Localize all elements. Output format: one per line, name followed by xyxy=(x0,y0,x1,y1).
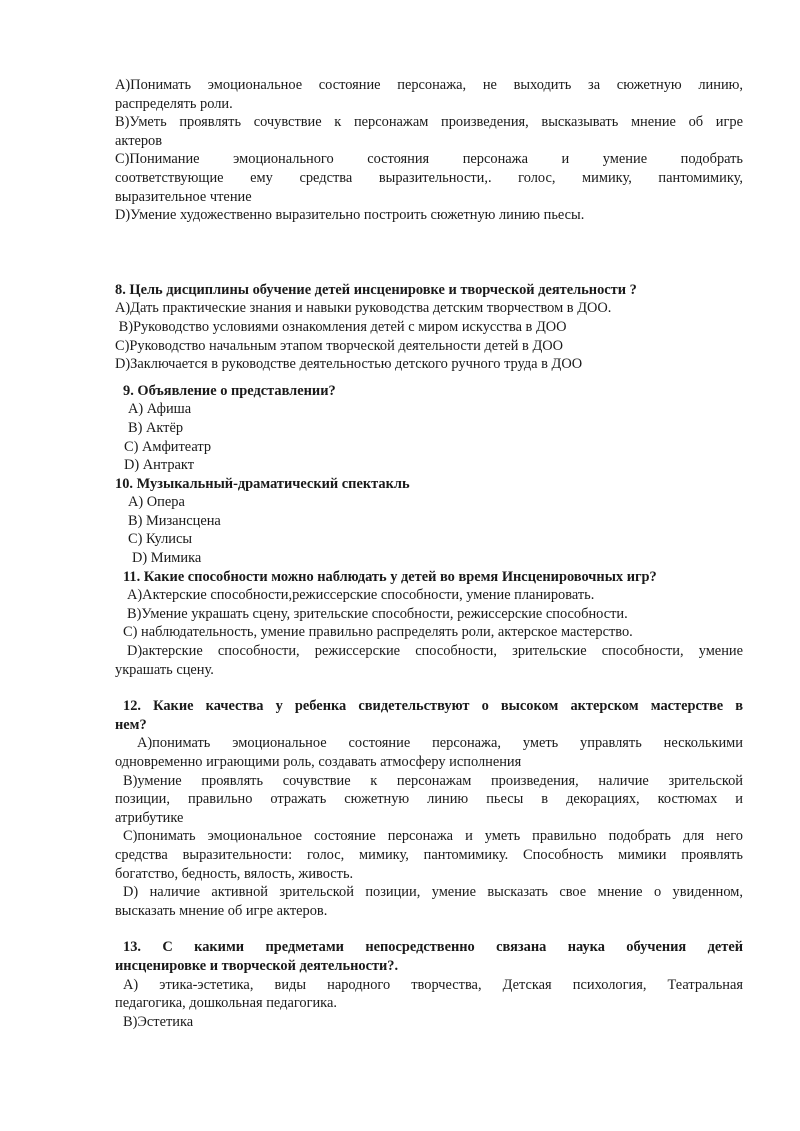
option-b: B)Руководство условиями ознакомления детей с миром искусства в ДОО xyxy=(115,318,567,335)
option-a: A)Актерские способности,режиссерские способности, умение планировать. xyxy=(127,587,595,604)
option-d: D) Антракт xyxy=(124,457,195,474)
option-b-line-1: B)умение проявлять сочувствие к персонажам произведения, наличие зрительской xyxy=(123,772,743,789)
option-c: C) Кулисы xyxy=(128,531,193,548)
question-8 xyxy=(115,281,743,374)
option-c-line-2: соответствующие ему средства выразительности,. голос, мимику, пантомимику, xyxy=(115,169,743,186)
option-b-line-2: актеров xyxy=(115,132,163,149)
question-11-title: 11. Какие способности можно наблюдать у детей во время Инсценировочных игр? xyxy=(123,568,657,585)
option-b: B)Умение украшать сцену, зрительские способности, режиссерские способности. xyxy=(127,605,628,622)
option-b-line-3: атрибутике xyxy=(115,809,184,826)
question-13 xyxy=(115,938,743,1031)
option-b-line-1: B)Уметь проявлять сочувствие к персонажам произведения, высказывать мнение об игре xyxy=(115,114,743,131)
option-a-line-2: педагогика, дошкольная педагогика. xyxy=(115,995,337,1012)
question-12-title-line-2: нем? xyxy=(115,716,147,733)
question-9 xyxy=(115,382,743,475)
option-a: A) Афиша xyxy=(128,401,192,418)
option-c: C)Руководство начальным этапом творческой деятельности детей в ДОО xyxy=(115,337,564,354)
option-c: C) Амфитеатр xyxy=(124,438,212,455)
question-7-options xyxy=(115,76,743,225)
question-12 xyxy=(115,697,743,920)
option-d-line-2: украшать сцену. xyxy=(115,661,214,678)
option-a-line-2: одновременно играющими роль, создавать атмосферу исполнения xyxy=(115,754,522,770)
question-11 xyxy=(115,568,743,680)
question-9-title: 9. Объявление о представлении? xyxy=(123,382,336,399)
question-12-title-line-1: 12. Какие качества у ребенка свидетельствуют о высоком актерском мастерстве в xyxy=(123,698,743,715)
option-c-line-3: богатство, бедность, вялость, живость. xyxy=(115,865,354,882)
option-a: A) Опера xyxy=(128,494,185,511)
option-c-line-3: выразительное чтение xyxy=(115,188,252,205)
option-c-line-1: C)понимать эмоциональное состояние персонажа и уметь правильно подобрать для него xyxy=(123,828,743,845)
option-b: B) Мизансцена xyxy=(128,512,221,529)
option-d: D)Умение художественно выразительно построить сюжетную линию пьесы. xyxy=(115,207,585,224)
option-d-line-2: высказать мнение об игре актеров. xyxy=(115,902,328,919)
option-d: D) Мимика xyxy=(132,550,202,567)
question-13-title-line-2: инсценировке и творческой деятельности?. xyxy=(115,957,399,974)
option-c-line-1: C)Понимание эмоционального состояния персонажа и умение подобрать xyxy=(115,151,743,168)
option-c-line-2: средства выразительности: голос, мимику, пантомимику. Способность мимики проявлять xyxy=(115,846,743,863)
option-b: B)Эстетика xyxy=(123,1013,194,1030)
option-a-line-1: A)понимать эмоциональное состояние персонажа, уметь управлять несколькими xyxy=(137,735,743,752)
option-d-line-1: D)актерские способности, режиссерские способности, зрительские способности, умение xyxy=(127,643,743,660)
question-8-title: 8. Цель дисциплины обучение детей инсценировке и творческой деятельности ? xyxy=(115,281,637,298)
question-13-title-line-1: 13. С какими предметами непосредственно связана наука обучения детей xyxy=(123,939,743,956)
option-d-line-1: D) наличие активной зрительской позиции, умение высказать свое мнение о увиденном, xyxy=(123,884,743,901)
option-b-line-2: позиции, правильно отражать сюжетную линию пьесы в декорациях, костюмах и xyxy=(115,791,743,808)
option-c: C) наблюдательность, умение правильно распределять роли, актерское мастерство. xyxy=(123,624,633,641)
document-page xyxy=(115,76,743,1031)
option-a-line-2: распределять роли. xyxy=(115,95,233,112)
option-d: D)Заключается в руководстве деятельностью детского ручного труда в ДОО xyxy=(115,356,583,373)
question-10 xyxy=(115,475,743,568)
option-a-line-1: A) этика-эстетика, виды народного творчества, Детская психология, Театральная xyxy=(123,976,743,993)
question-10-title: 10. Музыкальный-драматический спектакль xyxy=(115,475,410,492)
option-b: B) Актёр xyxy=(128,419,184,436)
option-a: A)Дать практические знания и навыки руководства детским творчеством в ДОО. xyxy=(115,300,612,317)
option-a-line-1: A)Понимать эмоциональное состояние персонажа, не выходить за сюжетную линию, xyxy=(115,77,743,93)
